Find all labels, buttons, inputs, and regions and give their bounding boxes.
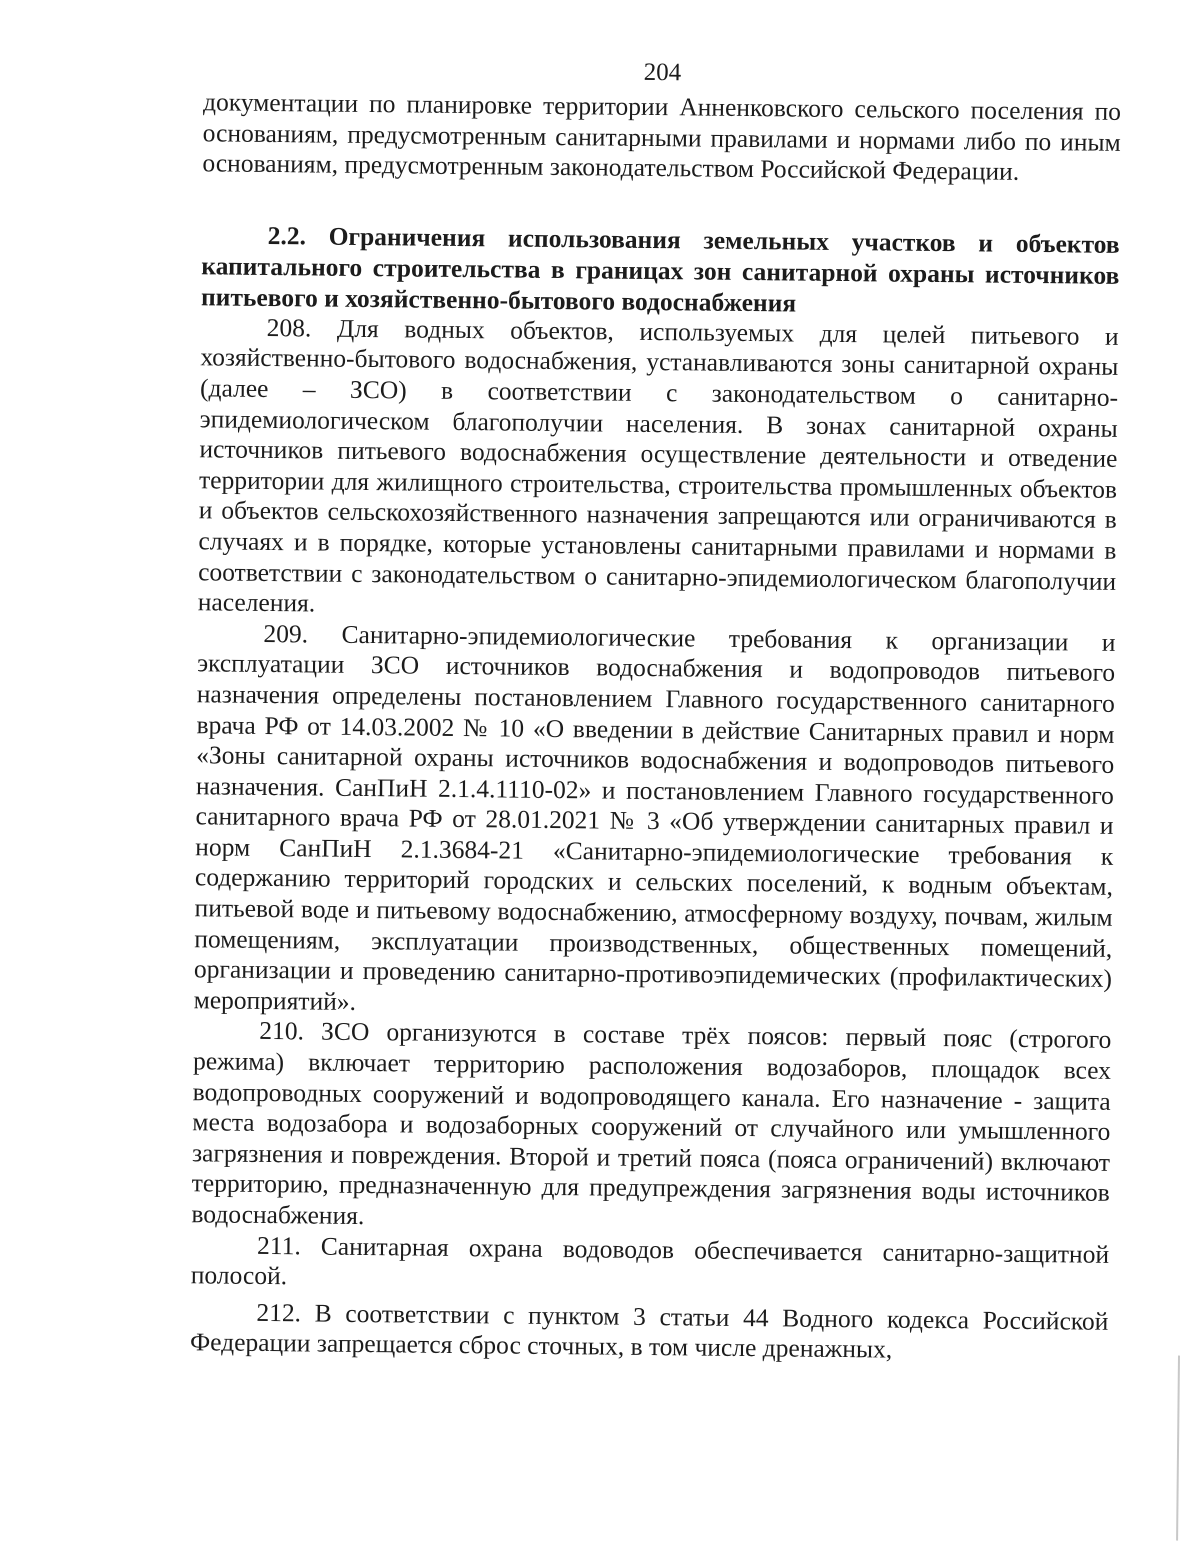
- paragraph-210: 210. ЗСО организуются в составе трёх поясов: первый пояс (строгого режима) включает территорию расположения водозаборов, площадок всех водопроводных сооружений и водопроводящего канала. Его назначение - защита места водозабора и водозаборных сооружений от случайного или умышленного загрязнения и повреждения. Второй и третий пояса (пояса ограничений) включают территорию, предназначенную для предупреждения загрязнения воды источников водоснабжения.: [191, 1016, 1112, 1231]
- scan-edge-line: [1176, 1356, 1180, 1541]
- paragraph-212: 212. В соответствии с пунктом 3 статьи 44 Водного кодекса Российской Федерации запрещается сброс сточных, в том числе дренажных,: [189, 1297, 1109, 1364]
- paragraph-209: 209. Санитарно-эпидемиологические требования к организации и эксплуатации ЗСО источников водоснабжения и водопроводов питьевого назначения определены постановлением Главного государственного санитарного врача РФ от 14.03.2002 № 10 «О введении в действие Санитарных правил и норм «Зоны санитарной охраны источников водоснабжения и водопроводов питьевого назначения. СанПиН 2.1.4.1110-02» и постановлением Главного государственного санитарного врача РФ от 28.01.2021 № 3 «Об утверждении санитарных правил и норм СанПиН 2.1.3684-21 «Санитарно-эпидемиологические требования к содержанию территорий городских и сельских поселений, к водным объектам, питьевой воде и питьевому водоснабжению, атмосферному воздуху, почвам, жилым помещениям, эксплуатации производственных, общественных помещений, организации и проведению санитарно-противоэпидемических (профилактических) мероприятий».: [193, 618, 1116, 1016]
- intro-paragraph: документации по планировке территории Анненковского сельского поселения по основаниям, предусмотренным санитарными правилами и нормами либо по иным основаниям, предусмотренным законодательством Российской Федерации.: [202, 87, 1122, 187]
- paragraph-211: 211. Санитарная охрана водоводов обеспечивается санитарно-защитной полосой.: [190, 1230, 1110, 1291]
- page-number: 204: [643, 58, 682, 87]
- section-heading: 2.2. Ограничения использования земельных участков и объектов капитального строительства в границах зон санитарной охраны источников питьевого и хозяйственно-бытового водоснабжения: [200, 220, 1120, 318]
- document-body: [190, 87, 1121, 1368]
- paragraph-208: 208. Для водных объектов, используемых для целей питьевого и хозяйственно-бытового водоснабжения, устанавливаются зоны санитарной охраны (далее – ЗСО) в соответствии с законодательством о санитарно-эпидемиологическом благополучии населения. В зонах санитарной охраны источников питьевого водоснабжения осуществление деятельности и отведение территории для жилищного строительства, строительства промышленных объектов и объектов сельскохозяйственного назначения запрещаются или ограничиваются в случаях и в порядке, которые установлены санитарными правилами и нормами в соответствии с законодательством о санитарно-эпидемиологическом благополучии населения.: [197, 312, 1119, 618]
